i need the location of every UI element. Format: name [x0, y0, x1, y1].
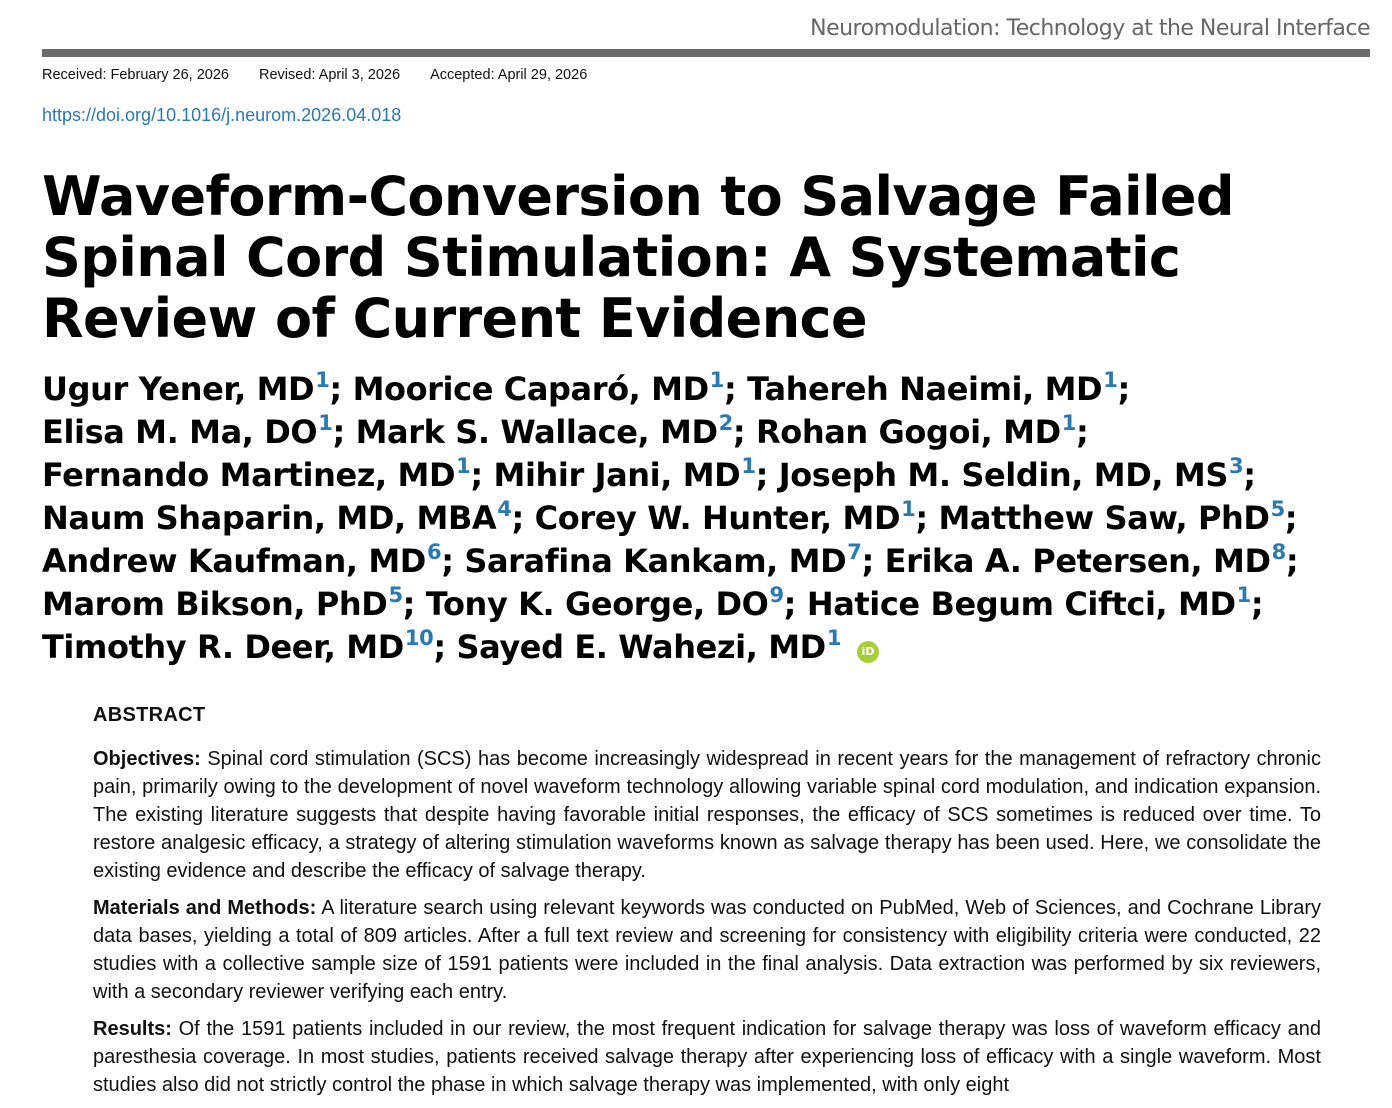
- affiliation-ref[interactable]: 8: [1271, 540, 1286, 564]
- author-name: Moorice Caparó, MD: [352, 370, 709, 408]
- author-name: Hatice Begum Ciftci, MD: [806, 585, 1236, 623]
- affiliation-ref[interactable]: 1: [826, 626, 842, 650]
- abstract: [93, 704, 1321, 1108]
- abstract-methods: [93, 894, 1321, 1006]
- affiliation-ref[interactable]: 1: [456, 454, 471, 478]
- author-name: Elisa M. Ma, DO: [42, 413, 318, 451]
- author[interactable]: [494, 456, 756, 494]
- author[interactable]: [535, 499, 916, 537]
- section-label: Objectives:: [93, 748, 201, 770]
- orcid-icon[interactable]: iD: [857, 641, 879, 663]
- author-separator: ;: [1075, 413, 1089, 451]
- author-name: Marom Bikson, PhD: [42, 585, 388, 623]
- author-name: Corey W. Hunter, MD: [534, 499, 901, 537]
- author[interactable]: [42, 542, 441, 580]
- author-name: Andrew Kaufman, MD: [42, 542, 426, 580]
- abstract-results: [93, 1015, 1321, 1099]
- author[interactable]: [807, 585, 1251, 623]
- author[interactable]: [42, 499, 512, 537]
- author-separator: ;: [511, 499, 535, 537]
- author-separator: ;: [732, 413, 756, 451]
- author-name: Sarafina Kankam, MD: [464, 542, 847, 580]
- author-separator: ;: [1250, 585, 1264, 623]
- author-name: Sayed E. Wahezi, MD: [456, 628, 826, 666]
- affiliation-ref[interactable]: 1: [315, 368, 330, 392]
- author-name: Ugur Yener, MD: [42, 370, 315, 408]
- author[interactable]: [456, 628, 841, 666]
- affiliation-ref[interactable]: 6: [426, 540, 442, 564]
- author[interactable]: [42, 413, 332, 451]
- author-separator: ;: [332, 413, 356, 451]
- abstract-objectives: [93, 745, 1321, 885]
- author-separator: ;: [441, 542, 465, 580]
- author-separator: ;: [470, 456, 494, 494]
- affiliation-ref[interactable]: 1: [1103, 368, 1118, 392]
- author[interactable]: [885, 542, 1286, 580]
- author-name: Rohan Gogoi, MD: [756, 413, 1061, 451]
- affiliation-ref[interactable]: 5: [1270, 497, 1285, 521]
- author-separator: ;: [755, 456, 779, 494]
- author[interactable]: [779, 456, 1244, 494]
- author-name: Timothy R. Deer, MD: [42, 628, 404, 666]
- affiliation-ref[interactable]: 1: [318, 411, 333, 435]
- author-separator: ;: [1117, 370, 1130, 408]
- author-separator: ;: [402, 585, 426, 623]
- author[interactable]: [426, 585, 784, 623]
- journal-name: Neuromodulation: Technology at the Neural Interface: [810, 16, 1370, 41]
- affiliation-ref[interactable]: 1: [709, 368, 725, 392]
- author-name: Fernando Martinez, MD: [42, 456, 456, 494]
- author-name: Tahereh Naeimi, MD: [747, 370, 1103, 408]
- author[interactable]: [756, 413, 1076, 451]
- author-separator: ;: [433, 628, 457, 666]
- author[interactable]: [356, 413, 733, 451]
- section-text: A literature search using relevant keywords was conducted on PubMed, Web of Sciences, and Cochrane Library data bases, yielding a total of 809 articles. After a full text review and screening for consistency with eligibility criteria were conducted, 22 studies with a collective sample size of 1591 patients were included in the final analysis. Data extraction was performed by six reviewers, with a secondary reviewer verifying each entry.: [93, 897, 1321, 1003]
- revised-date: Revised: April 3, 2026: [259, 67, 401, 83]
- author-separator: ;: [915, 499, 939, 537]
- author-separator: ;: [861, 542, 885, 580]
- author-separator: ;: [1243, 456, 1256, 494]
- author-name: Joseph M. Seldin, MD, MS: [778, 456, 1228, 494]
- author-separator: ;: [329, 370, 353, 408]
- article-dates: [42, 67, 587, 83]
- author-name: Naum Shaparin, MD, MBA: [42, 499, 497, 537]
- affiliation-ref[interactable]: 5: [388, 583, 403, 607]
- author[interactable]: [464, 542, 861, 580]
- affiliation-ref[interactable]: 1: [1061, 411, 1076, 435]
- author[interactable]: [747, 370, 1117, 408]
- author-name: Erika A. Petersen, MD: [884, 542, 1271, 580]
- author-name: Tony K. George, DO: [425, 585, 769, 623]
- author[interactable]: [42, 585, 403, 623]
- section-text: Spinal cord stimulation (SCS) has become increasingly widespread in recent years for the management of refractory chronic pain, primarily owing to the development of novel waveform technology allowing variable spinal cord modulation, and indication expansion. The existing literature suggests that despite having favorable initial responses, the efficacy of SCS sometimes is reduced over time. To restore analgesic efficacy, a strategy of altering stimulation waveforms known as salvage therapy has been used. Here, we consolidate the existing evidence and describe the efficacy of salvage therapy.: [93, 748, 1321, 882]
- author[interactable]: [42, 456, 470, 494]
- abstract-heading: ABSTRACT: [93, 704, 206, 726]
- author-name: Mihir Jani, MD: [493, 456, 741, 494]
- article-title: Waveform-Conversion to Salvage Failed Spinal Cord Stimulation: A Systematic Review of Current Evidence: [42, 165, 1234, 350]
- affiliation-ref[interactable]: 1: [741, 454, 756, 478]
- affiliation-ref[interactable]: 10: [404, 626, 434, 650]
- section-label: Results:: [93, 1018, 172, 1040]
- author-name: Matthew Saw, PhD: [938, 499, 1270, 537]
- author[interactable]: [42, 370, 329, 408]
- author-separator: ;: [724, 370, 748, 408]
- author-separator: ;: [1284, 499, 1298, 537]
- author-list: [42, 368, 1362, 669]
- affiliation-ref[interactable]: 2: [718, 411, 733, 435]
- affiliation-ref[interactable]: 7: [847, 540, 862, 564]
- affiliation-ref[interactable]: 4: [497, 497, 512, 521]
- header-rule: [42, 49, 1370, 57]
- affiliation-ref[interactable]: 9: [769, 583, 784, 607]
- author[interactable]: [353, 370, 724, 408]
- doi-link[interactable]: https://doi.org/10.1016/j.neurom.2026.04.018: [42, 105, 402, 125]
- author-separator: ;: [1285, 542, 1299, 580]
- author-name: Mark S. Wallace, MD: [355, 413, 718, 451]
- accepted-date: Accepted: April 29, 2026: [430, 67, 588, 83]
- section-text: Of the 1591 patients included in our review, the most frequent indication for salvage therapy was loss of waveform efficacy and paresthesia coverage. In most studies, patients received salvage therapy after experiencing loss of efficacy with a single waveform. Most studies also did not strictly control the phase in which salvage therapy was implemented, with only eight: [93, 1018, 1321, 1096]
- author[interactable]: [938, 499, 1284, 537]
- section-label: Materials and Methods:: [93, 897, 317, 919]
- affiliation-ref[interactable]: 1: [901, 497, 916, 521]
- affiliation-ref[interactable]: 3: [1228, 454, 1244, 478]
- author-separator: ;: [783, 585, 807, 623]
- author[interactable]: [42, 628, 433, 666]
- received-date: Received: February 26, 2026: [42, 67, 229, 83]
- affiliation-ref[interactable]: 1: [1236, 583, 1251, 607]
